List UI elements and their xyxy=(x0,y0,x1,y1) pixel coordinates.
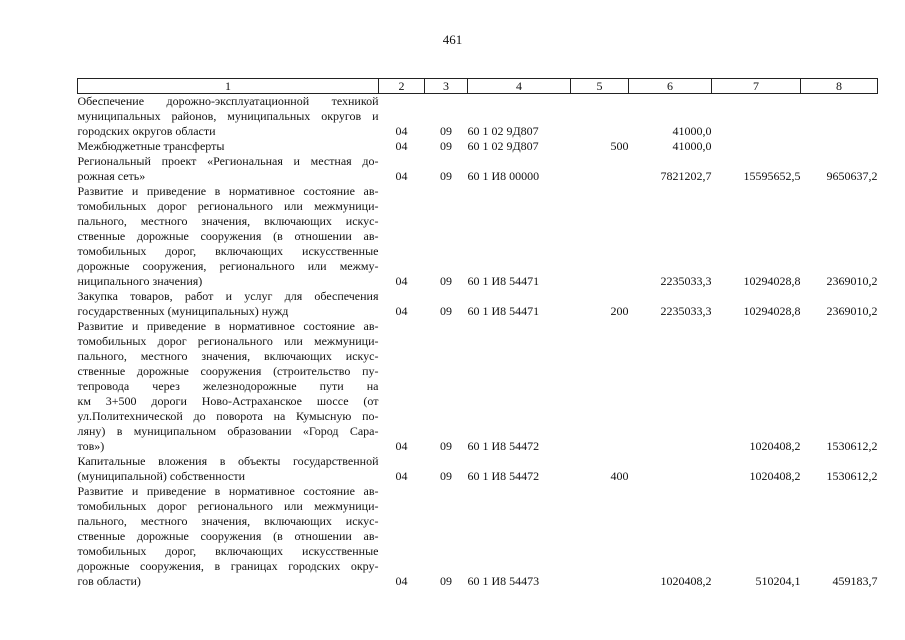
row-name-line: ственные дорожные сооружения (в отношении ав- xyxy=(77,529,379,543)
column-header-expense-type: 5 xyxy=(571,79,629,94)
row-amount-year-3: 1530612,2 xyxy=(826,469,878,483)
row-name-line: муниципальных районов, муниципальных округов и xyxy=(77,109,379,123)
table-row xyxy=(78,154,878,184)
row-target-article: 60 1 И8 00000 xyxy=(467,169,540,183)
table-row xyxy=(78,94,878,140)
row-amount-year-3: 2369010,2 xyxy=(826,304,878,318)
row-amount-year-1: 1020408,2 xyxy=(660,574,712,588)
row-name-line: Обеспечение дорожно-эксплуатационной техникой xyxy=(77,94,379,108)
row-name-line: ственные дорожные сооружения (в отношении ав- xyxy=(77,229,379,243)
row-name xyxy=(78,289,379,319)
row-name xyxy=(78,484,379,589)
row-name-line: Закупка товаров, работ и услуг для обеспечения xyxy=(77,289,379,303)
budget-table xyxy=(77,78,878,589)
row-amount-year-3: 1530612,2 xyxy=(826,439,878,453)
row-name-line: Региональный проект «Региональная и местная до- xyxy=(77,154,379,168)
row-expense-type xyxy=(571,484,629,589)
row-subsection: 09 xyxy=(440,574,452,588)
row-subsection: 09 xyxy=(440,469,452,483)
row-subsection: 09 xyxy=(440,139,452,153)
column-header-section: 2 xyxy=(379,79,425,94)
row-name-line: государственных (муниципальных) нужд xyxy=(77,304,289,318)
row-amount-year-2: 10294028,8 xyxy=(743,274,801,288)
row-expense-type xyxy=(571,184,629,289)
row-expense-type: 200 xyxy=(610,304,629,318)
row-name-line: томобильных дорог регионального или межмуници- xyxy=(77,499,379,513)
row-name-line: томобильных дорог регионального или межмуници- xyxy=(77,334,379,348)
row-name-line: дорожные сооружения, регионального или межму- xyxy=(77,259,379,273)
row-amount-year-1: 2235033,3 xyxy=(660,304,712,318)
table-row xyxy=(78,184,878,289)
row-name-line: томобильных дорог регионального или межмуници- xyxy=(77,199,379,213)
row-amount-year-2: 10294028,8 xyxy=(743,304,801,318)
row-amount-year-2: 1020408,2 xyxy=(749,469,801,483)
row-name xyxy=(78,184,379,289)
row-target-article: 60 1 02 9Д807 xyxy=(467,139,539,153)
row-amount-year-2 xyxy=(712,139,801,154)
row-expense-type: 400 xyxy=(610,469,629,483)
row-section: 04 xyxy=(395,139,408,153)
row-amount-year-2: 15595652,5 xyxy=(743,169,801,183)
row-name-line: пального, местного значения, включающих искус- xyxy=(77,514,379,528)
row-name xyxy=(78,154,379,184)
row-target-article: 60 1 И8 54472 xyxy=(467,439,540,453)
row-section: 04 xyxy=(395,439,408,453)
row-amount-year-1 xyxy=(629,454,712,484)
column-header-subsection: 3 xyxy=(425,79,468,94)
row-name xyxy=(78,319,379,454)
row-amount-year-3: 2369010,2 xyxy=(826,274,878,288)
row-name xyxy=(78,94,379,140)
row-name-line: дорожные сооружения, в границах городских окру- xyxy=(77,559,379,573)
row-subsection: 09 xyxy=(440,124,452,138)
table-row xyxy=(78,454,878,484)
row-section: 04 xyxy=(395,574,408,588)
row-amount-year-1: 41000,0 xyxy=(672,124,712,138)
row-name-line: пального, местного значения, включающих искус- xyxy=(77,214,379,228)
row-name-line: томобильных дорог, включающих искусственные xyxy=(77,544,379,558)
row-target-article: 60 1 И8 54471 xyxy=(467,274,540,288)
row-name-line: тов») xyxy=(77,439,105,453)
row-amount-year-1 xyxy=(629,319,712,454)
row-name xyxy=(78,454,379,484)
row-name-line: ул.Политехнической до поворота на Кумысную по- xyxy=(77,409,379,423)
row-name-line: ственные дорожные сооружения (строительство пу- xyxy=(77,364,379,378)
row-subsection: 09 xyxy=(440,439,452,453)
row-section: 04 xyxy=(395,124,408,138)
table-row xyxy=(78,139,878,154)
row-section: 04 xyxy=(395,169,408,183)
row-name-line: Развитие и приведение в нормативное состояние ав- xyxy=(77,319,379,333)
row-section: 04 xyxy=(395,304,408,318)
table-row xyxy=(78,289,878,319)
row-expense-type xyxy=(571,94,629,140)
row-amount-year-2: 510204,1 xyxy=(755,574,801,588)
row-expense-type: 500 xyxy=(610,139,629,153)
row-name xyxy=(78,139,379,154)
row-amount-year-3 xyxy=(801,94,878,140)
row-expense-type xyxy=(571,154,629,184)
row-amount-year-2 xyxy=(712,94,801,140)
row-name-line: гов области) xyxy=(77,574,141,588)
row-name-line: пального, местного значения, включающих искус- xyxy=(77,349,379,363)
table-row xyxy=(78,319,878,454)
column-header-year-3: 8 xyxy=(801,79,878,94)
row-name-line: ниципального значения) xyxy=(77,274,203,288)
row-name-line: тепровода через железнодорожные пути на xyxy=(77,379,379,393)
row-subsection: 09 xyxy=(440,274,452,288)
row-amount-year-2: 1020408,2 xyxy=(749,439,801,453)
column-header-year-2: 7 xyxy=(712,79,801,94)
row-section: 04 xyxy=(395,274,408,288)
row-section: 04 xyxy=(395,469,408,483)
column-header-year-1: 6 xyxy=(629,79,712,94)
row-amount-year-1: 41000,0 xyxy=(672,139,712,153)
row-name-line: рожная сеть» xyxy=(77,169,146,183)
row-name-line: км 3+500 дороги Ново-Астраханское шоссе (от xyxy=(77,394,379,408)
row-target-article: 60 1 И8 54473 xyxy=(467,574,540,588)
row-amount-year-1: 7821202,7 xyxy=(660,169,712,183)
row-name-line: (муниципальной) собственности xyxy=(77,469,245,483)
row-name-line: ляну) в муниципальном образовании «Город Сара- xyxy=(77,424,379,438)
row-target-article: 60 1 И8 54472 xyxy=(467,469,540,483)
column-header-name: 1 xyxy=(78,79,379,94)
row-expense-type xyxy=(571,319,629,454)
row-name-line: Капитальные вложения в объекты государственной xyxy=(77,454,379,468)
row-name-line: Межбюджетные трансферты xyxy=(77,139,225,153)
row-name-line: городских округов области xyxy=(77,124,216,138)
row-amount-year-3: 459183,7 xyxy=(832,574,878,588)
table-header-row xyxy=(78,79,878,94)
row-amount-year-3: 9650637,2 xyxy=(826,169,878,183)
row-subsection: 09 xyxy=(440,169,452,183)
row-target-article: 60 1 И8 54471 xyxy=(467,304,540,318)
row-target-article: 60 1 02 9Д807 xyxy=(467,124,539,138)
row-subsection: 09 xyxy=(440,304,452,318)
column-header-target-article: 4 xyxy=(468,79,571,94)
table-row xyxy=(78,484,878,589)
row-name-line: Развитие и приведение в нормативное состояние ав- xyxy=(77,484,379,498)
row-name-line: Развитие и приведение в нормативное состояние ав- xyxy=(77,184,379,198)
row-amount-year-3 xyxy=(801,139,878,154)
row-amount-year-1: 2235033,3 xyxy=(660,274,712,288)
page-number: 461 xyxy=(442,32,463,47)
row-name-line: томобильных дорог, включающих искусственные xyxy=(77,244,379,258)
